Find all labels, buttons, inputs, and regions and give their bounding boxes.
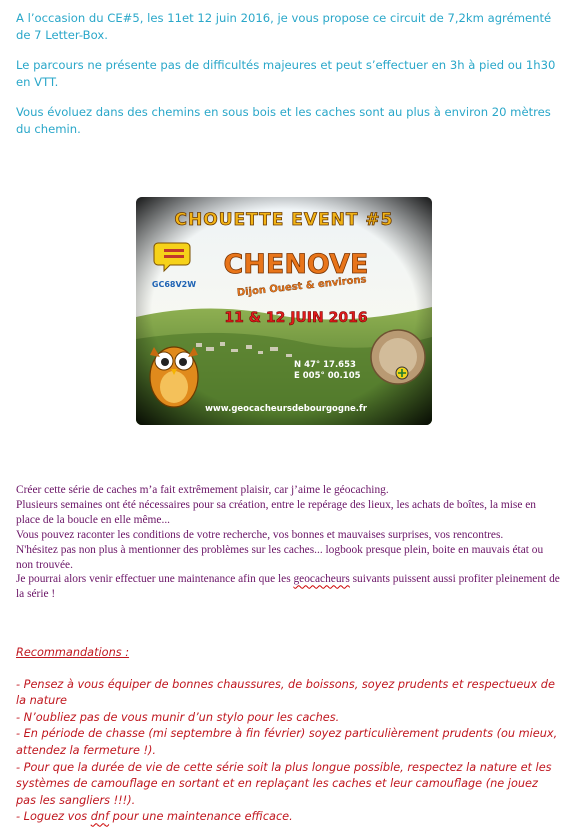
description-paragraph: Je pourrai alors venir effectuer une maintenance afin que les geocacheurs suivants puissent aussi profiter pleinement de la série ! bbox=[16, 573, 560, 601]
description-section bbox=[16, 483, 561, 602]
intro-section bbox=[16, 10, 558, 151]
banner-city: CHENOVE bbox=[223, 249, 369, 280]
banner-url: www.geocacheursdebourgogne.fr bbox=[205, 404, 367, 414]
banner-title: CHOUETTE EVENT #5 bbox=[174, 210, 394, 230]
banner-subtitle: Dijon Ouest & environs bbox=[236, 274, 368, 299]
description-paragraph: Plusieurs semaines ont été nécessaires pour sa création, entre le repérage des lieux, les achats de boîtes, la mise en place de la boucle en elle même... bbox=[16, 498, 536, 526]
recommendations-section bbox=[16, 645, 561, 826]
intro-paragraph: Le parcours ne présente pas de difficultés majeures et peut s’effectuer en 3h à pied ou 1h30 en VTT. bbox=[16, 58, 556, 89]
banner-cache-code: GC68V2W bbox=[151, 280, 197, 289]
intro-paragraph: Vous évoluez dans des chemins en sous bois et les caches sont au plus à environ 20 mètres du chemin. bbox=[16, 105, 551, 136]
banner-dates: 11 & 12 JUIN 2016 bbox=[224, 310, 368, 326]
recommendation-item: - N’oubliez pas de vous munir d’un stylo pour les caches. bbox=[16, 710, 340, 724]
misspelled-word: dnf bbox=[90, 810, 110, 824]
description-paragraph: N'hésitez pas non plus à mentionner des problèmes sur les caches... logbook presque plein, boite en mauvais état ou non trouvée. bbox=[16, 543, 544, 571]
owl-mascot bbox=[150, 347, 198, 407]
intro-paragraph: A l’occasion du CE#5, les 11et 12 juin 2016, je vous propose ce circuit de 7,2km agrémenté de 7 Letter-Box. bbox=[16, 11, 552, 42]
banner-coord-n: N 47° 17.653 bbox=[294, 360, 356, 370]
recommendation-item: - En période de chasse (mi septembre à fin février) soyez particulièrement prudents (ou mieux, attendez la fermeture !). bbox=[16, 727, 558, 757]
recommendation-item: - Loguez vos dnf pour une maintenance efficace. bbox=[16, 810, 293, 824]
misspelled-word: geocacheurs bbox=[293, 573, 350, 586]
description-paragraph: Créer cette série de caches m’a fait extrêmement plaisir, car j’aime le géocaching. bbox=[16, 484, 389, 496]
recommendation-item: - Pensez à vous équiper de bonnes chaussures, de boissons, soyez prudents et respectueux de la nature bbox=[16, 677, 555, 708]
recommendations-heading: Recommandations : bbox=[16, 646, 130, 659]
banner-coord-e: E 005° 00.105 bbox=[294, 371, 361, 381]
recommendation-item: - Pour que la durée de vie de cette série soit la plus longue possible, respectez la nature et les systèmes de camouflage en sortant et en replaçant les caches et leur camouflage (ne jouez pas les sangliers !!!). bbox=[16, 760, 552, 807]
description-paragraph: Vous pouvez raconter les conditions de votre recherche, vos bonnes et mauvaises surprises, vos rencontres. bbox=[16, 528, 504, 541]
event-banner-image bbox=[136, 197, 432, 425]
geocacheurs-badge-logo bbox=[371, 330, 425, 384]
